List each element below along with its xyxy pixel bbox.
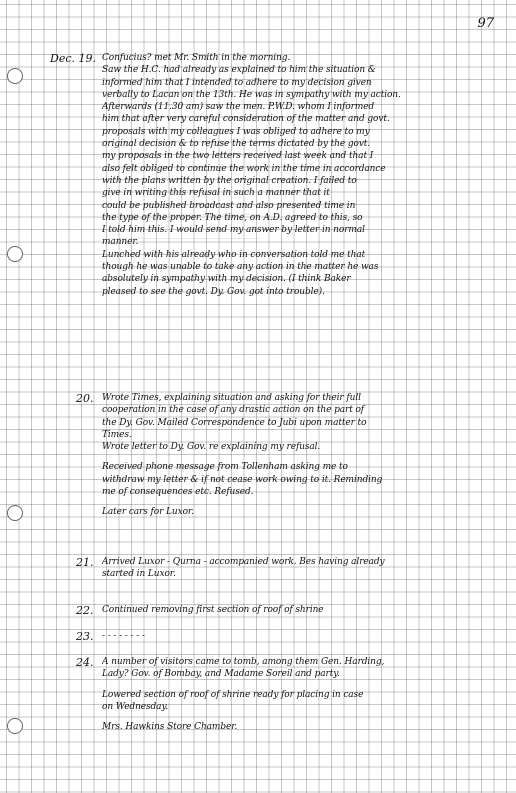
- entry-line: verbally to Lacan on the 13th. He was in sympathy with my action.: [102, 89, 401, 100]
- entry-date: 23.: [76, 630, 94, 643]
- entry-body: [102, 630, 502, 642]
- entry-date: 21.: [76, 556, 94, 569]
- entry-date: Dec. 19.: [50, 52, 96, 65]
- entry-line: the Dy. Gov. Mailed Correspondence to Jubi upon matter to: [102, 417, 367, 428]
- entry-line: Saw the H.C. had already as explained to him the situation &: [102, 65, 376, 76]
- entry-line: on Wednesday.: [102, 701, 168, 712]
- entry-line: Wrote letter to Dy. Gov. re explaining my refusal.: [102, 442, 321, 453]
- entry-date: 20.: [76, 392, 94, 405]
- entry-line: withdraw my letter & if not cease work owing to it. Reminding: [102, 474, 383, 485]
- binder-hole: [7, 718, 23, 734]
- entry-line: give in writing this refusal in such a manner that it: [102, 188, 330, 199]
- entry-line: - - - - - - - -: [102, 631, 145, 641]
- binder-hole: [7, 505, 23, 521]
- entry-line: A number of visitors came to tomb, among them Gen. Harding,: [102, 657, 385, 667]
- entry-line: Received phone message from Tollenham asking me to: [102, 462, 348, 473]
- entry-spacer: [102, 453, 502, 461]
- entry-line: manner.: [102, 237, 139, 248]
- entry-line: informed him that I intended to adhere to my decision given: [102, 77, 372, 88]
- entry-line: Lady? Gov. of Bombay, and Madame Soreil and party.: [102, 669, 340, 680]
- entry-date: 22.: [76, 604, 94, 617]
- entry-body: [102, 604, 502, 616]
- entry-line: original decision & to refuse the terms dictated by the govt.: [102, 139, 371, 150]
- entry-line: Continued removing first section of roof of shrine: [102, 605, 324, 615]
- entry-line: the type of the proper. The time, on A.D. agreed to this, so: [102, 212, 363, 223]
- entry-line: could be published broadcast and also presented time in: [102, 200, 356, 211]
- entry-line: Lowered section of roof of shrine ready for placing in case: [102, 689, 364, 700]
- page-number: 97: [477, 16, 494, 31]
- entry-body: [102, 556, 502, 581]
- entry-spacer: [102, 498, 502, 506]
- entry-line: him that after very careful consideration of the matter and govt.: [102, 114, 390, 125]
- entry-date: 24.: [76, 656, 94, 669]
- entry-line: Later cars for Luxor.: [102, 507, 194, 518]
- entry-line: proposals with my colleagues I was obliged to adhere to my: [102, 126, 370, 137]
- entry-body: [102, 656, 502, 733]
- entry-line: cooperation in the case of any drastic action on the part of: [102, 405, 365, 416]
- entry-spacer: [102, 681, 502, 689]
- entry-line: Wrote Times, explaining situation and asking for their full: [102, 393, 361, 403]
- entry-line: me of consequences etc. Refused.: [102, 487, 254, 498]
- entry-line: I told him this. I would send my answer by letter in normal: [102, 225, 365, 236]
- entry-line: also felt obliged to continue the work in the time in accordance: [102, 163, 386, 174]
- entry-line: pleased to see the govt. Dy. Gov. got into trouble).: [102, 286, 325, 297]
- entry-line: started in Luxor.: [102, 569, 176, 580]
- entry-spacer: [102, 713, 502, 721]
- entry-line: Times.: [102, 429, 132, 440]
- entry-line: with the plans written by the original creation. I failed to: [102, 175, 357, 186]
- entry-line: Afterwards (11.30 am) saw the men. P.W.D. whom I informed: [102, 102, 375, 113]
- entry-body: [102, 52, 502, 298]
- entry-line: Arrived Luxor - Qurna - accompanied work. Bes having already: [102, 557, 385, 567]
- binder-hole: [7, 68, 23, 84]
- entry-line: absolutely in sympathy with my decision. (I think Baker: [102, 274, 351, 285]
- entry-line: Lunched with his already who in conversation told me that: [102, 249, 366, 260]
- entry-line: my proposals in the two letters received last week and that I: [102, 151, 374, 162]
- entry-line: Mrs. Hawkins Store Chamber.: [102, 722, 238, 733]
- entry-body: [102, 392, 502, 519]
- entry-line: Confucius? met Mr. Smith in the morning.: [102, 53, 291, 63]
- binder-hole: [7, 246, 23, 262]
- entry-line: though he was unable to take any action in the matter he was: [102, 262, 379, 273]
